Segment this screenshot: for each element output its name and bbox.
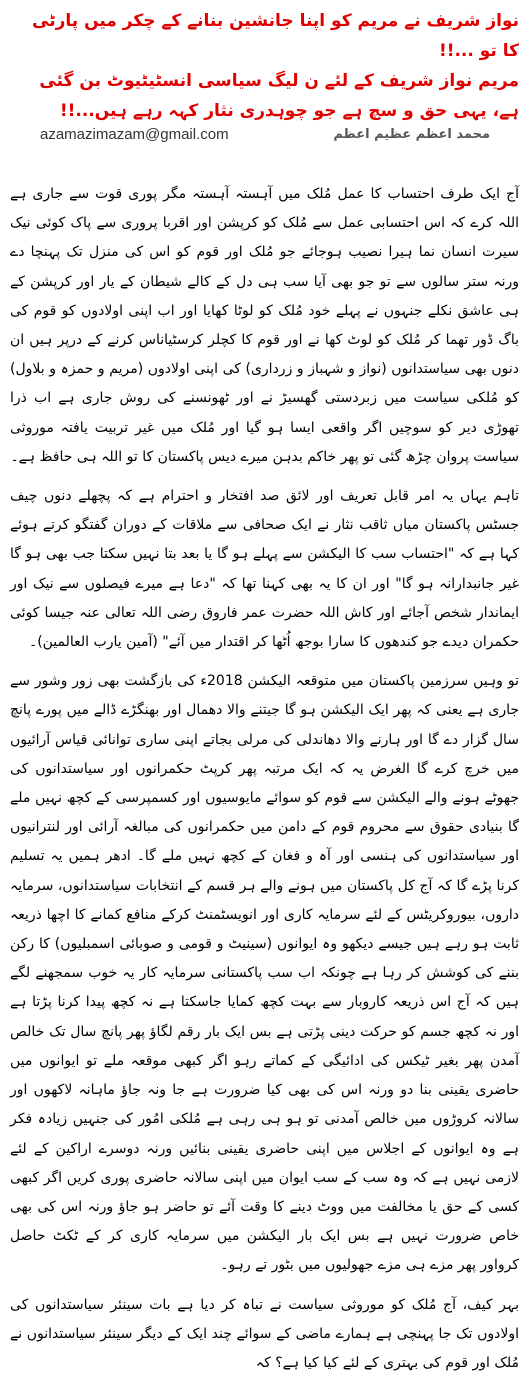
byline <box>40 122 490 148</box>
article-body <box>10 180 519 1388</box>
headline-line-2: مریم نواز شریف کے لئے ن لیگ سیاسی انسٹیٹیوٹ بن گئی ہے، یہی حق و سچ ہے جو چوہدری نثار کہہ رہے ہیں...!! <box>39 71 519 121</box>
article-paragraph: تاہم یہاں یہ امر قابل تعریف اور لائق صد افتخار و احترام ہے کہ پچھلے دنوں چیف جسٹس پاکستان میاں ثاقب نثار نے ایک صحافی سے ملاقات کے دوران گفتگو کرتے ہوئے کہا ہے کہ "احتساب سب کا الیکشن سے پہلے ہو گا یا بعد بتا نہیں سکتا جب بھی ہو گا غیر جانبدارانہ ہو گا" اور ان کا یہ بھی کہنا تھا کہ "دعا ہے میرے فیصلوں سے نیک اور ایماندار شخص آجائے اور کاش اللہ حضرت عمر فاروق رضی اللہ تعالی عنہ جیسا کوئی حکمران دیدے جو کندھوں کا سارا بوجھ اُٹھا کر اقتدار میں آئے" (آمین یارب العالمین)۔ <box>10 488 519 651</box>
author-name: محمد اعظم عظیم اعظم <box>333 127 490 142</box>
author-email[interactable]: azamazimazam@gmail.com <box>40 126 229 143</box>
article-paragraph: بہر کیف، آج مُلک کو موروثی سیاست نے تباہ کر دیا ہے بات سینئر سیاستدانوں کی اولادوں تک جا پہنچی ہے ہمارے ماضی کے سوائے چند ایک کے دیگر سینئر سیاستدانوں نے مُلک اور قوم کی بہتری کے لئے کیا کیا ہے؟ کہ <box>10 1296 519 1371</box>
article-paragraph: تو وہیں سرزمین پاکستان میں متوقعہ الیکشن 2018ء کی بازگشت بھی زور وشور سے جاری ہے یعنی کہ پھر ایک الیکشن ہو گا جیتنے والا دھمال اور بھنگڑے ڈالے میں پورے پانچ سال گزار دے گا اور ہارنے والا دھاندلی کی مرلی بجاتے اپنی ساری توانائی قیاس آرائیوں میں خرچ کرے گا الغرض یہ کہ ایک مرتبہ پھر کرپٹ حکمرانوں اور سیاستدانوں کی جھوٹے ہونے والے الیکشن سے قوم کو سوائے مایوسیوں اور کسمپرسی کے کچھ نہیں ملے گا بنیادی حقوق سے محروم قوم کے دامن میں حکمرانوں کی مبالغہ آرائی اور لنترانیوں اور سیاستدانوں کی ہنسی اور آہ و فغان کے کچھ نہیں ملے گا۔ ادھر ہمیں یہ تسلیم کرنا پڑے گا کہ آج کل پاکستان میں ہونے والے ہر قسم کے انتخابات سیاستدانوں، سرمایہ داروں، بیوروکریٹس کے لئے سرمایہ کاری اور انویسٹمنٹ کرکے منافع کمانے کا اچھا ذریعہ ثابت ہو رہے ہیں جیسے دیکھو وہ ایوانوں (سینیٹ و قومی و صوبائی اسمبلیوں) کا رکن بننے کی کوشش کر رہا ہے چونکہ اب سب پاکستانی سرمایہ کار یہ خوب سمجھنے لگے ہیں کہ آج اس ذریعہ کاروبار سے بہت کچھ کمایا جاسکتا ہے نہ کچھ پیدا کرنا پڑتا ہے اور نہ کچھ جسم کو حرکت دینی پڑتی ہے بس ایک بار رقم لگاؤ پھر پانچ سال تک خالص آمدن پھر بغیر ٹیکس کی ادائیگی کے کماتے رہو اگر کبھی موقعہ ملے تو ایوانوں میں حاضری یقینی بنا دو ورنہ اس کی بھی کیا ضرورت ہے جا ونہ جاؤ ماہانہ لاکھوں اور سالانہ کروڑوں میں خالص آمدنی تو ہو ہی رہی ہے مُلکی امُور کی جنہیں زیادہ فکر ہے وہ ایوانوں کے اجلاس میں اپنی حاضری یقینی بنائیں ورنہ دوسرے اراکین کے لئے لازمی نہیں ہے کہ وہ سب کے سب ایوان میں اپنی سالانہ حاضری پوری کریں اگر کبھی کسی کے حق یا مخالفت میں ووٹ دینے کا وقت آئے تو حاضر ہو جاؤ ورنہ اس کی بھی خاص ضرورت نہیں ہے بس ایک بار الیکشن میں سرمایہ کاری کر کے ٹکٹ حاصل کرواور پھر مزے ہی مزے جھولیوں میں بٹور تے رہو۔ <box>10 673 519 1274</box>
headline-line-1: نواز شریف نے مریم کو اپنا جانشین بنانے کے چکر میں پارٹی کا تو ...!! <box>32 11 519 61</box>
article-paragraph: آج ایک طرف احتساب کا عمل مُلک میں آہستہ آہستہ مگر پوری قوت سے جاری ہے اللہ کرے کہ اس احتسابی عمل سے مُلک کو کرپشن اور اقربا پروری سے پاک کوئی نیک سیرت انسان نما ہیرا نصیب ہوجائے جو مُلک اور قوم کو اس کی منزل تک پہنچا دے ورنہ ستر سالوں سے تو جو بھی آیا سب ہی دل کے کالے شیطان کے یار اور کرپشن کے ہی عاشق نکلے جنہوں نے پہلے خود مُلک کو لوٹا کھایا اور اب اپنی اولادوں کو قوم کی باگ ڈور تھما کر مُلک کو لوٹ کھا نے اور قوم کا کچلر کرسٹیاناس کرنے کے درپر ہیں ان دنوں بھی سیاستدانوں (نواز و شہباز و زرداری) کی اپنی اولادوں (مریم و حمزہ و بلاول) کو مُلکی سیاست میں زبردستی گھسیڑ نے اور ٹھونسنے کی روش جاری ہے اب ذرا تھوڑی دیر کو سوچیں اگر واقعی ایسا ہو گیا اور مُلک میں غیر تربیت یافتہ موروثی سیاست پروان چڑھ گئی تو پھر خاکم بدہن میرے دیس پاکستان کا تو اللہ ہی حافظ ہے۔ <box>10 186 519 465</box>
headline <box>10 6 519 126</box>
